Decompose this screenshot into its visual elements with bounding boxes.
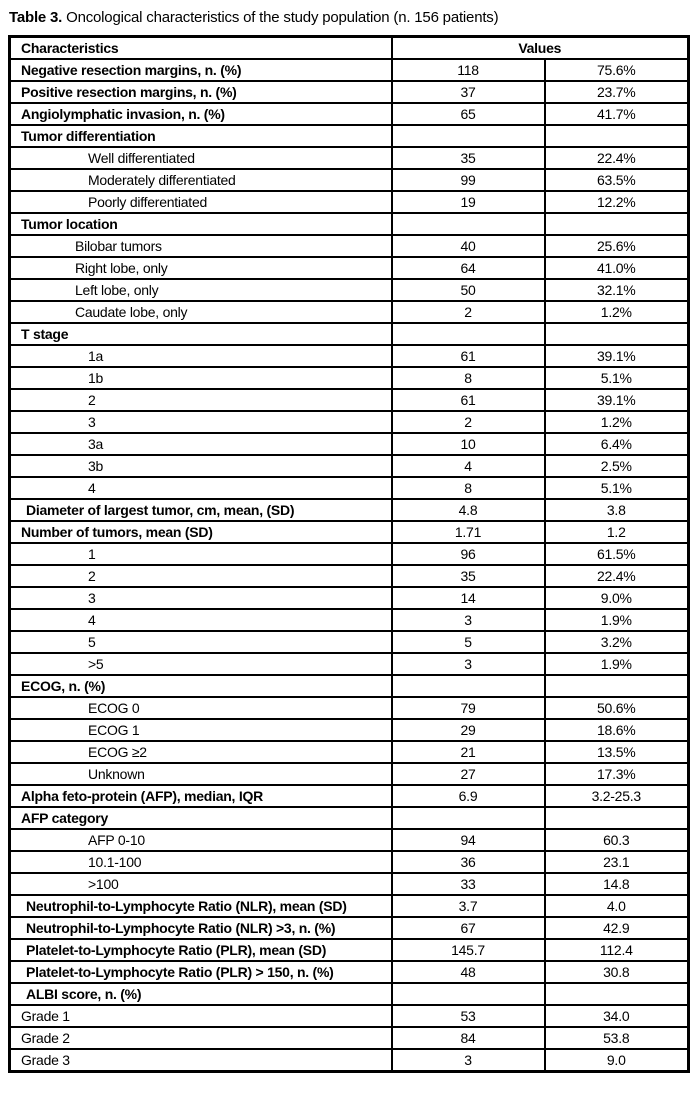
table-row <box>10 81 689 103</box>
row-count-cell: 67 <box>392 917 545 939</box>
row-percent-cell: 53.8 <box>545 1027 689 1049</box>
row-count-cell: 3 <box>392 609 545 631</box>
row-percent-cell: 41.0% <box>545 257 689 279</box>
row-count-cell: 3.7 <box>392 895 545 917</box>
row-percent-cell: 112.4 <box>545 939 689 961</box>
row-count-cell <box>392 983 545 1005</box>
row-count-cell: 37 <box>392 81 545 103</box>
row-count-cell: 84 <box>392 1027 545 1049</box>
row-percent-cell: 1.2% <box>545 411 689 433</box>
row-percent-cell: 3.2-25.3 <box>545 785 689 807</box>
table-row <box>10 455 689 477</box>
row-count-cell: 6.9 <box>392 785 545 807</box>
row-label-cell: 10.1-100 <box>10 851 392 873</box>
table-row <box>10 257 689 279</box>
row-count-cell <box>392 323 545 345</box>
table-row <box>10 147 689 169</box>
row-label-cell: 2 <box>10 565 392 587</box>
table-row <box>10 169 689 191</box>
row-percent-cell <box>545 213 689 235</box>
row-label-cell: Alpha feto-protein (AFP), median, IQR <box>10 785 392 807</box>
row-percent-cell: 17.3% <box>545 763 689 785</box>
table-row <box>10 477 689 499</box>
table-header <box>10 37 689 60</box>
row-percent-cell: 32.1% <box>545 279 689 301</box>
row-label-cell: Negative resection margins, n. (%) <box>10 59 392 81</box>
row-label-cell: 3b <box>10 455 392 477</box>
row-count-cell: 10 <box>392 433 545 455</box>
row-percent-cell: 3.8 <box>545 499 689 521</box>
row-count-cell: 3 <box>392 653 545 675</box>
table-row <box>10 851 689 873</box>
table-row <box>10 213 689 235</box>
row-percent-cell: 9.0 <box>545 1049 689 1072</box>
row-label-cell: Bilobar tumors <box>10 235 392 257</box>
row-percent-cell: 25.6% <box>545 235 689 257</box>
row-percent-cell: 30.8 <box>545 961 689 983</box>
row-label-cell: Left lobe, only <box>10 279 392 301</box>
row-count-cell: 8 <box>392 477 545 499</box>
row-count-cell <box>392 807 545 829</box>
row-count-cell: 48 <box>392 961 545 983</box>
row-count-cell: 50 <box>392 279 545 301</box>
characteristics-table <box>8 35 690 1073</box>
row-percent-cell: 42.9 <box>545 917 689 939</box>
table-row <box>10 961 689 983</box>
row-label-cell: >100 <box>10 873 392 895</box>
row-percent-cell: 22.4% <box>545 565 689 587</box>
table-row <box>10 829 689 851</box>
row-label-cell: T stage <box>10 323 392 345</box>
row-label-cell: 3 <box>10 411 392 433</box>
row-label-cell: Neutrophil-to-Lymphocyte Ratio (NLR) >3, n. (%) <box>10 917 392 939</box>
row-percent-cell: 14.8 <box>545 873 689 895</box>
table-row <box>10 499 689 521</box>
row-percent-cell: 61.5% <box>545 543 689 565</box>
row-label-cell: ALBI score, n. (%) <box>10 983 392 1005</box>
row-label-cell: 4 <box>10 477 392 499</box>
row-percent-cell: 18.6% <box>545 719 689 741</box>
row-percent-cell <box>545 125 689 147</box>
row-label-cell: Grade 2 <box>10 1027 392 1049</box>
table-caption-label: Table 3. <box>9 9 63 26</box>
row-label-cell: Platelet-to-Lymphocyte Ratio (PLR) > 150, n. (%) <box>10 961 392 983</box>
row-count-cell: 65 <box>392 103 545 125</box>
row-label-cell: ECOG 0 <box>10 697 392 719</box>
header-characteristics: Characteristics <box>10 37 392 60</box>
row-count-cell: 61 <box>392 345 545 367</box>
row-label-cell: Poorly differentiated <box>10 191 392 213</box>
row-count-cell: 2 <box>392 411 545 433</box>
row-percent-cell: 75.6% <box>545 59 689 81</box>
table-row <box>10 565 689 587</box>
table-row <box>10 103 689 125</box>
row-label-cell: AFP 0-10 <box>10 829 392 851</box>
row-percent-cell: 2.5% <box>545 455 689 477</box>
row-label-cell: 2 <box>10 389 392 411</box>
row-percent-cell: 39.1% <box>545 345 689 367</box>
row-count-cell: 79 <box>392 697 545 719</box>
row-label-cell: 1b <box>10 367 392 389</box>
row-count-cell: 1.71 <box>392 521 545 543</box>
row-percent-cell: 23.7% <box>545 81 689 103</box>
row-percent-cell: 13.5% <box>545 741 689 763</box>
row-label-cell: Positive resection margins, n. (%) <box>10 81 392 103</box>
row-label-cell: ECOG ≥2 <box>10 741 392 763</box>
table-row <box>10 125 689 147</box>
row-count-cell: 19 <box>392 191 545 213</box>
table-row <box>10 301 689 323</box>
row-label-cell: Grade 3 <box>10 1049 392 1072</box>
row-label-cell: Caudate lobe, only <box>10 301 392 323</box>
table-row <box>10 323 689 345</box>
row-count-cell: 29 <box>392 719 545 741</box>
row-percent-cell: 63.5% <box>545 169 689 191</box>
row-percent-cell: 1.2% <box>545 301 689 323</box>
row-percent-cell: 3.2% <box>545 631 689 653</box>
row-percent-cell <box>545 983 689 1005</box>
row-label-cell: ECOG, n. (%) <box>10 675 392 697</box>
row-count-cell: 61 <box>392 389 545 411</box>
table-row <box>10 873 689 895</box>
table-row <box>10 345 689 367</box>
table-row <box>10 1027 689 1049</box>
row-percent-cell: 41.7% <box>545 103 689 125</box>
row-label-cell: Angiolymphatic invasion, n. (%) <box>10 103 392 125</box>
row-percent-cell: 1.2 <box>545 521 689 543</box>
row-percent-cell <box>545 323 689 345</box>
row-label-cell: 1a <box>10 345 392 367</box>
row-percent-cell <box>545 807 689 829</box>
row-count-cell: 5 <box>392 631 545 653</box>
row-count-cell: 99 <box>392 169 545 191</box>
row-count-cell: 2 <box>392 301 545 323</box>
table-row <box>10 521 689 543</box>
row-label-cell: 4 <box>10 609 392 631</box>
table-row <box>10 785 689 807</box>
table-row <box>10 367 689 389</box>
row-count-cell: 35 <box>392 565 545 587</box>
row-label-cell: Number of tumors, mean (SD) <box>10 521 392 543</box>
table-row <box>10 279 689 301</box>
row-label-cell: Tumor location <box>10 213 392 235</box>
row-count-cell: 8 <box>392 367 545 389</box>
header-values: Values <box>392 37 689 60</box>
row-label-cell: Unknown <box>10 763 392 785</box>
row-count-cell: 64 <box>392 257 545 279</box>
table-row <box>10 1005 689 1027</box>
table-row <box>10 433 689 455</box>
row-percent-cell: 60.3 <box>545 829 689 851</box>
table-row <box>10 631 689 653</box>
row-percent-cell: 4.0 <box>545 895 689 917</box>
table-row <box>10 895 689 917</box>
row-percent-cell: 50.6% <box>545 697 689 719</box>
row-label-cell: Moderately differentiated <box>10 169 392 191</box>
row-count-cell: 4.8 <box>392 499 545 521</box>
row-count-cell: 33 <box>392 873 545 895</box>
table-row <box>10 763 689 785</box>
table-caption-text: Oncological characteristics of the study population (n. 156 patients) <box>62 9 499 26</box>
row-count-cell: 118 <box>392 59 545 81</box>
row-count-cell: 145.7 <box>392 939 545 961</box>
row-label-cell: Diameter of largest tumor, cm, mean, (SD) <box>10 499 392 521</box>
table-row <box>10 917 689 939</box>
table-row <box>10 983 689 1005</box>
row-percent-cell: 22.4% <box>545 147 689 169</box>
row-label-cell: Well differentiated <box>10 147 392 169</box>
row-percent-cell: 9.0% <box>545 587 689 609</box>
row-label-cell: 1 <box>10 543 392 565</box>
row-count-cell: 94 <box>392 829 545 851</box>
table-caption <box>9 9 687 26</box>
row-percent-cell: 5.1% <box>545 367 689 389</box>
row-label-cell: 5 <box>10 631 392 653</box>
row-label-cell: Right lobe, only <box>10 257 392 279</box>
row-label-cell: AFP category <box>10 807 392 829</box>
row-label-cell: 3 <box>10 587 392 609</box>
table-row <box>10 191 689 213</box>
row-count-cell: 96 <box>392 543 545 565</box>
row-percent-cell: 23.1 <box>545 851 689 873</box>
row-count-cell: 53 <box>392 1005 545 1027</box>
row-count-cell: 40 <box>392 235 545 257</box>
row-count-cell: 3 <box>392 1049 545 1072</box>
row-percent-cell: 39.1% <box>545 389 689 411</box>
table-row <box>10 235 689 257</box>
row-count-cell <box>392 213 545 235</box>
row-percent-cell: 1.9% <box>545 653 689 675</box>
row-label-cell: >5 <box>10 653 392 675</box>
table-row <box>10 587 689 609</box>
row-label-cell: Platelet-to-Lymphocyte Ratio (PLR), mean (SD) <box>10 939 392 961</box>
table-row <box>10 1049 689 1072</box>
table-body <box>10 59 689 1072</box>
row-label-cell: Grade 1 <box>10 1005 392 1027</box>
table-row <box>10 719 689 741</box>
row-count-cell: 36 <box>392 851 545 873</box>
table-row <box>10 939 689 961</box>
table-row <box>10 411 689 433</box>
row-percent-cell <box>545 675 689 697</box>
table-row <box>10 389 689 411</box>
row-label-cell: 3a <box>10 433 392 455</box>
table-row <box>10 543 689 565</box>
row-count-cell: 27 <box>392 763 545 785</box>
table-row <box>10 59 689 81</box>
row-count-cell: 21 <box>392 741 545 763</box>
row-count-cell: 35 <box>392 147 545 169</box>
row-percent-cell: 12.2% <box>545 191 689 213</box>
row-percent-cell: 5.1% <box>545 477 689 499</box>
table-row <box>10 807 689 829</box>
row-label-cell: Neutrophil-to-Lymphocyte Ratio (NLR), mean (SD) <box>10 895 392 917</box>
table-row <box>10 741 689 763</box>
table-row <box>10 675 689 697</box>
row-count-cell <box>392 125 545 147</box>
row-count-cell: 4 <box>392 455 545 477</box>
row-percent-cell: 6.4% <box>545 433 689 455</box>
header-row <box>10 37 689 60</box>
row-count-cell <box>392 675 545 697</box>
row-count-cell: 14 <box>392 587 545 609</box>
row-label-cell: Tumor differentiation <box>10 125 392 147</box>
table-row <box>10 653 689 675</box>
table-row <box>10 697 689 719</box>
table-row <box>10 609 689 631</box>
row-percent-cell: 1.9% <box>545 609 689 631</box>
row-label-cell: ECOG 1 <box>10 719 392 741</box>
row-percent-cell: 34.0 <box>545 1005 689 1027</box>
